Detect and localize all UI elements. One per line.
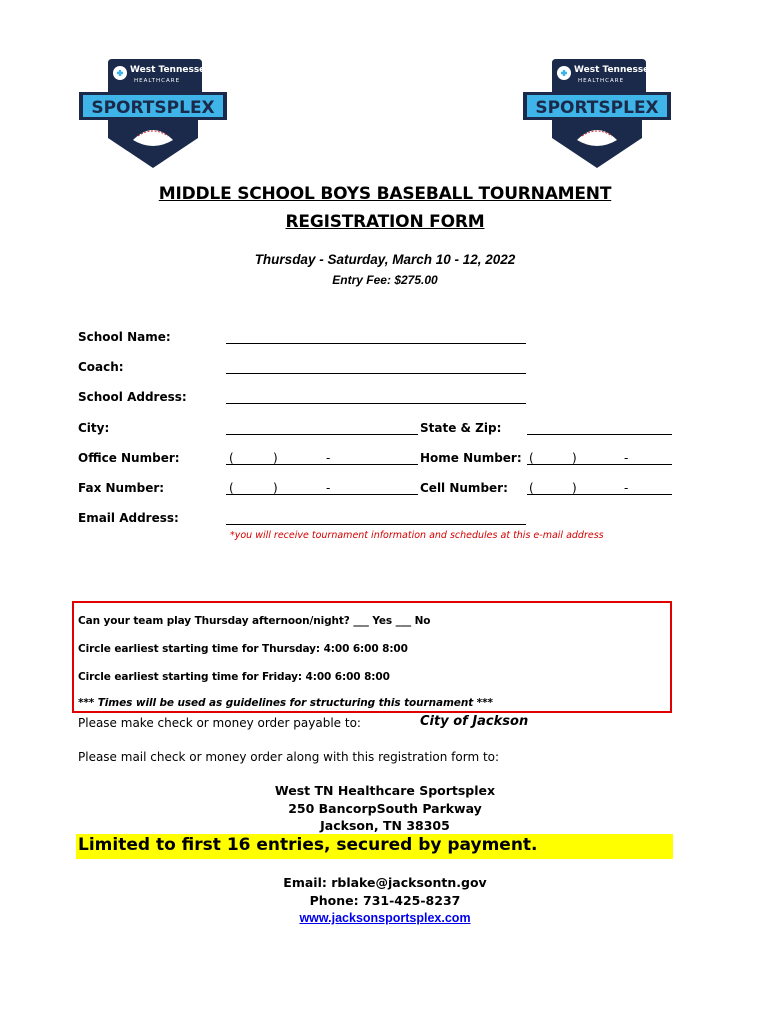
payable-to: City of Jackson [420,714,529,729]
school-name-field[interactable] [226,343,526,344]
office-number-field[interactable] [226,464,418,465]
form-title-line1: MIDDLE SCHOOL BOYS BASEBALL TOURNAMENT [158,184,612,204]
sportsplex-logo-right [522,56,672,171]
coach-label: Coach: [78,360,124,374]
logo-name: SPORTSPLEX [535,98,659,118]
cell-paren-close: ) [572,481,577,495]
address-line1: West TN Healthcare Sportsplex [274,783,496,798]
logo-brand-top: West Tennessee [130,65,212,75]
thursday-start-times: Circle earliest starting time for Thursday: 4:00 6:00 8:00 [78,643,408,655]
cell-dash: - [624,481,629,495]
city-label: City: [78,421,110,435]
contact-email: Email: rblake@jacksontn.gov [283,875,487,890]
home-number-field[interactable] [527,464,672,465]
fax-dash: - [326,481,331,495]
home-paren-close: ) [572,451,577,465]
form-title-line2: REGISTRATION FORM [285,212,485,232]
cell-number-label: Cell Number: [420,481,508,495]
office-number-label: Office Number: [78,451,180,465]
email-address-label: Email Address: [78,511,179,525]
fax-number-field[interactable] [226,494,418,495]
office-paren-open: ( [229,451,234,465]
availability-guideline-note: *** Times will be used as guidelines for structuring this tournament *** [78,697,493,709]
cell-number-field[interactable] [527,494,672,495]
website-link[interactable]: www.jacksonsportsplex.com [299,911,471,925]
school-address-field[interactable] [226,403,526,404]
email-address-field[interactable] [226,524,526,525]
state-zip-label: State & Zip: [420,421,502,435]
home-paren-open: ( [529,451,534,465]
logo-brand-sub: HEALTHCARE [134,78,181,84]
home-dash: - [624,451,629,465]
tournament-dates: Thursday - Saturday, March 10 - 12, 2022 [254,252,516,267]
fax-number-label: Fax Number: [78,481,165,495]
coach-field[interactable] [226,373,526,374]
office-dash: - [326,451,331,465]
state-zip-field[interactable] [527,434,672,435]
city-field[interactable] [226,434,418,435]
logo-name: SPORTSPLEX [91,98,215,118]
entries-limit-text: Limited to first 16 entries, secured by payment. [78,835,538,855]
contact-phone: Phone: 731-425-8237 [309,893,461,908]
school-address-label: School Address: [78,390,187,404]
logo-brand-sub: HEALTHCARE [578,78,625,84]
email-note: *you will receive tournament information and schedules at this e-mail address [230,530,604,541]
office-paren-close: ) [273,451,278,465]
mail-label: Please mail check or money order along with this registration form to: [78,750,500,764]
payable-label: Please make check or money order payable to: [78,716,361,730]
entries-limit-banner [76,834,673,859]
fax-paren-close: ) [273,481,278,495]
address-line3: Jackson, TN 38305 [320,818,450,833]
fax-paren-open: ( [229,481,234,495]
sportsplex-logo-left [78,56,228,171]
logo-brand-top: West Tennessee [574,65,656,75]
home-number-label: Home Number: [420,451,522,465]
availability-question: Can your team play Thursday afternoon/night? ___ Yes ___ No [78,615,431,627]
address-line2: 250 BancorpSouth Parkway [288,801,482,816]
school-name-label: School Name: [78,330,171,344]
cell-paren-open: ( [529,481,534,495]
entry-fee: Entry Fee: $275.00 [332,273,438,287]
friday-start-times: Circle earliest starting time for Friday: 4:00 6:00 8:00 [78,671,390,683]
